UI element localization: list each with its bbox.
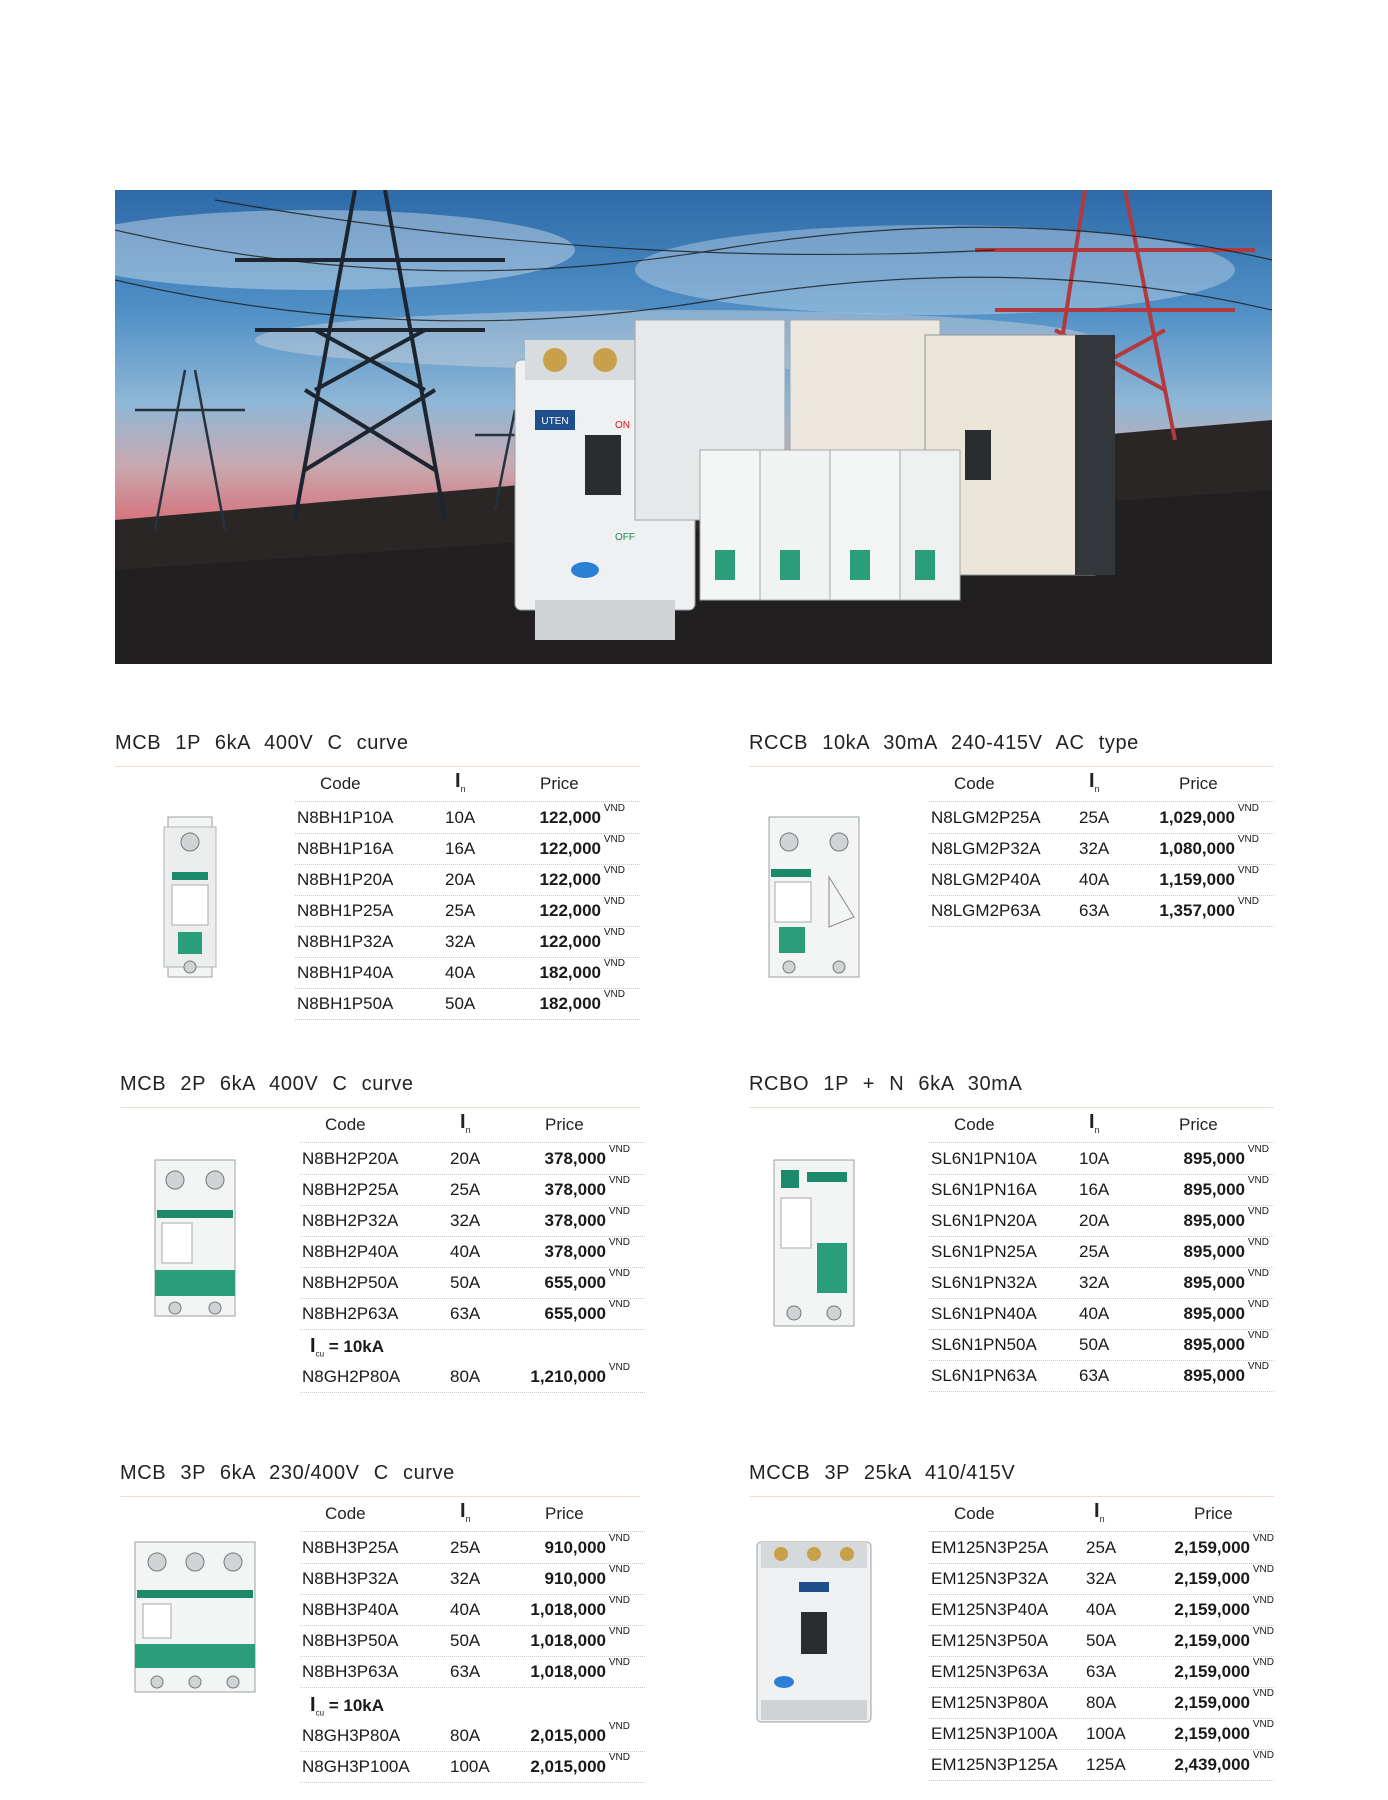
section-title: RCBO 1P + N 6kA 30mA [749, 1073, 1023, 1095]
cell-current: 32A [450, 1211, 481, 1230]
currency-label: VND [608, 1564, 630, 1575]
cell-price: 378,000 VND [544, 1175, 630, 1199]
table-row [929, 1532, 1274, 1564]
rcbo-product-image [759, 1148, 869, 1338]
table-row [929, 802, 1274, 834]
cell-code: SL6N1PN50A [931, 1335, 1037, 1354]
currency-label: VND [603, 896, 625, 907]
column-price: Price [1194, 1504, 1233, 1523]
column-current: $I_n$ [455, 770, 466, 794]
table-row [929, 1718, 1274, 1750]
cell-code: N8LGM2P32A [931, 839, 1041, 858]
currency-label: VND [603, 927, 625, 938]
cell-code: SL6N1PN16A [931, 1180, 1037, 1199]
currency-label: VND [1247, 1330, 1269, 1341]
column-current: $I_n$ [460, 1111, 471, 1135]
cell-code: EM125N3P50A [931, 1631, 1049, 1650]
currency-label: VND [1237, 896, 1259, 907]
table-header [929, 1500, 1274, 1532]
cell-current: 16A [445, 839, 476, 858]
table-row [300, 1236, 645, 1268]
cell-code: N8BH1P40A [297, 963, 394, 982]
cell-current: 40A [1086, 1600, 1117, 1619]
table-row [929, 1267, 1274, 1299]
column-current: $I_n$ [1094, 1500, 1105, 1524]
section-mcb-2p [120, 1073, 650, 1433]
table-row [295, 895, 640, 927]
cell-code: N8BH2P32A [302, 1211, 399, 1230]
icu-label: $I_{cu} = 10kA$ [310, 1335, 385, 1359]
table-row [300, 1361, 645, 1393]
cell-current: 50A [1079, 1335, 1110, 1354]
cell-code: SL6N1PN63A [931, 1366, 1037, 1385]
cell-code: N8BH2P25A [302, 1180, 399, 1199]
table-row [929, 1625, 1274, 1657]
currency-label: VND [1247, 1268, 1269, 1279]
column-code: Code [320, 774, 361, 793]
cell-current: 20A [1079, 1211, 1110, 1230]
column-current: $I_n$ [460, 1500, 471, 1524]
table-row [929, 1329, 1274, 1361]
cell-current: 63A [450, 1304, 481, 1323]
column-price: Price [1179, 774, 1218, 793]
cell-code: N8BH3P50A [302, 1631, 399, 1650]
price-table [300, 1111, 645, 1431]
cell-current: 32A [1079, 839, 1110, 858]
section-rccb [749, 732, 1279, 992]
table-row [929, 1687, 1274, 1719]
currency-label: VND [608, 1362, 630, 1373]
table-header [929, 1111, 1274, 1143]
title-divider [749, 766, 1274, 767]
cell-price: 2,159,000 VND [1174, 1688, 1274, 1712]
cell-price: 655,000 VND [544, 1268, 630, 1292]
title-divider [120, 1107, 640, 1108]
cell-price: 895,000 VND [1183, 1237, 1269, 1261]
cell-current: 32A [1086, 1569, 1117, 1588]
cell-code: EM125N3P80A [931, 1693, 1049, 1712]
title-divider [120, 1496, 640, 1497]
cell-price: 182,000 VND [539, 989, 625, 1013]
cell-code: N8LGM2P25A [931, 808, 1041, 827]
section-title: MCB 3P 6kA 230/400V C curve [120, 1462, 455, 1484]
currency-label: VND [1252, 1626, 1274, 1637]
currency-label: VND [608, 1299, 630, 1310]
currency-label: VND [603, 865, 625, 876]
section-rcbo [749, 1073, 1279, 1403]
cell-current: 20A [445, 870, 476, 889]
cell-price: 895,000 VND [1183, 1268, 1269, 1292]
cell-price: 2,159,000 VND [1174, 1533, 1274, 1557]
cell-code: EM125N3P40A [931, 1600, 1049, 1619]
table-row [929, 1143, 1274, 1175]
cell-price: 2,015,000 VND [530, 1752, 630, 1776]
section-mcb-1p [115, 732, 645, 1032]
table-row [300, 1563, 645, 1595]
cell-price: 122,000 VND [539, 803, 625, 827]
currency-label: VND [608, 1752, 630, 1763]
cell-price: 1,018,000 VND [530, 1626, 630, 1650]
currency-label: VND [1252, 1688, 1274, 1699]
table-row [300, 1205, 645, 1237]
cell-current: 20A [450, 1149, 481, 1168]
cell-price: 1,080,000 VND [1159, 834, 1259, 858]
cell-current: 100A [450, 1757, 490, 1776]
cell-price: 2,159,000 VND [1174, 1626, 1274, 1650]
currency-label: VND [608, 1657, 630, 1668]
table-header [295, 770, 640, 802]
cell-current: 25A [450, 1538, 481, 1557]
cell-code: N8LGM2P40A [931, 870, 1041, 889]
title-divider [115, 766, 640, 767]
table-row [929, 1563, 1274, 1595]
table-row [929, 1360, 1274, 1392]
cell-code: SL6N1PN25A [931, 1242, 1037, 1261]
cell-price: 910,000 VND [544, 1564, 630, 1588]
currency-label: VND [1247, 1299, 1269, 1310]
cell-price: 895,000 VND [1183, 1299, 1269, 1323]
cell-price: 122,000 VND [539, 834, 625, 858]
cell-code: SL6N1PN40A [931, 1304, 1037, 1323]
column-code: Code [954, 1115, 995, 1134]
power-lines-illustration [115, 190, 1272, 664]
cell-price: 2,439,000 VND [1174, 1750, 1274, 1774]
table-row [300, 1751, 645, 1783]
currency-label: VND [608, 1533, 630, 1544]
table-row [295, 833, 640, 865]
cell-code: N8BH2P20A [302, 1149, 399, 1168]
price-table [929, 1111, 1274, 1401]
cell-current: 40A [445, 963, 476, 982]
table-row [300, 1720, 645, 1752]
cell-code: N8BH2P50A [302, 1273, 399, 1292]
cell-current: 25A [445, 901, 476, 920]
cell-code: EM125N3P25A [931, 1538, 1049, 1557]
currency-label: VND [608, 1237, 630, 1248]
price-table [929, 770, 1274, 930]
cell-current: 125A [1086, 1755, 1126, 1774]
cell-current: 80A [1086, 1693, 1117, 1712]
column-price: Price [1179, 1115, 1218, 1134]
cell-current: 25A [1079, 808, 1110, 827]
cell-current: 10A [1079, 1149, 1110, 1168]
cell-price: 122,000 VND [539, 927, 625, 951]
currency-label: VND [1247, 1206, 1269, 1217]
cell-price: 378,000 VND [544, 1144, 630, 1168]
cell-current: 50A [450, 1273, 481, 1292]
cell-price: 378,000 VND [544, 1237, 630, 1261]
currency-label: VND [1252, 1750, 1274, 1761]
cell-price: 378,000 VND [544, 1206, 630, 1230]
column-price: Price [540, 774, 579, 793]
currency-label: VND [1237, 803, 1259, 814]
currency-label: VND [1237, 865, 1259, 876]
svg-text:OFF: OFF [615, 532, 635, 543]
table-row [929, 1205, 1274, 1237]
cell-price: 895,000 VND [1183, 1175, 1269, 1199]
cell-price: 2,015,000 VND [530, 1721, 630, 1745]
title-divider [749, 1496, 1274, 1497]
column-price: Price [545, 1115, 584, 1134]
cell-current: 40A [450, 1600, 481, 1619]
table-row [300, 1174, 645, 1206]
table-row [929, 1236, 1274, 1268]
table-row [300, 1143, 645, 1175]
table-row [929, 1749, 1274, 1781]
currency-label: VND [1247, 1237, 1269, 1248]
cell-price: 1,159,000 VND [1159, 865, 1259, 889]
column-price: Price [545, 1504, 584, 1523]
cell-code: N8GH3P80A [302, 1726, 401, 1745]
currency-label: VND [1252, 1595, 1274, 1606]
icu-label: $I_{cu} = 10kA$ [310, 1694, 385, 1718]
cell-price: 2,159,000 VND [1174, 1719, 1274, 1743]
table-row [295, 988, 640, 1020]
currency-label: VND [1252, 1564, 1274, 1575]
cell-code: N8BH3P32A [302, 1569, 399, 1588]
table-row [295, 864, 640, 896]
cell-price: 2,159,000 VND [1174, 1595, 1274, 1619]
currency-label: VND [608, 1206, 630, 1217]
cell-current: 32A [445, 932, 476, 951]
currency-label: VND [603, 803, 625, 814]
table-row [300, 1532, 645, 1564]
cell-code: N8GH2P80A [302, 1367, 401, 1386]
price-table [295, 770, 640, 1032]
table-row [295, 802, 640, 834]
table-row [929, 1656, 1274, 1688]
cell-code: EM125N3P63A [931, 1662, 1049, 1681]
cell-code: N8BH1P25A [297, 901, 394, 920]
cell-price: 1,029,000 VND [1159, 803, 1259, 827]
table-row [295, 926, 640, 958]
currency-label: VND [1247, 1144, 1269, 1155]
cell-code: N8LGM2P63A [931, 901, 1041, 920]
cell-code: N8BH3P40A [302, 1600, 399, 1619]
cell-price: 182,000 VND [539, 958, 625, 982]
cell-price: 1,018,000 VND [530, 1657, 630, 1681]
cell-code: N8BH1P50A [297, 994, 394, 1013]
table-row [929, 895, 1274, 927]
currency-label: VND [1247, 1175, 1269, 1186]
mcb-devices-row [700, 450, 960, 600]
price-table [300, 1500, 645, 1790]
cell-price: 1,018,000 VND [530, 1595, 630, 1619]
cell-code: N8BH1P20A [297, 870, 394, 889]
cell-price: 895,000 VND [1183, 1330, 1269, 1354]
cell-code: EM125N3P125A [931, 1755, 1058, 1774]
cell-current: 40A [1079, 1304, 1110, 1323]
currency-label: VND [608, 1268, 630, 1279]
table-row [929, 833, 1274, 865]
table-row [300, 1656, 645, 1688]
table-header [300, 1111, 645, 1143]
cell-code: SL6N1PN20A [931, 1211, 1037, 1230]
cell-code: EM125N3P100A [931, 1724, 1058, 1743]
currency-label: VND [603, 958, 625, 969]
cell-code: SL6N1PN10A [931, 1149, 1037, 1168]
cell-price: 655,000 VND [544, 1299, 630, 1323]
table-row [300, 1298, 645, 1330]
section-title: MCCB 3P 25kA 410/415V [749, 1462, 1016, 1484]
svg-text:UTEN: UTEN [541, 416, 569, 427]
cell-price: 895,000 VND [1183, 1361, 1269, 1385]
cell-price: 122,000 VND [539, 865, 625, 889]
column-code: Code [954, 774, 995, 793]
cell-current: 25A [1079, 1242, 1110, 1261]
cell-current: 40A [450, 1242, 481, 1261]
cell-price: 1,210,000 VND [530, 1362, 630, 1386]
cell-price: 1,357,000 VND [1159, 896, 1259, 920]
currency-label: VND [608, 1144, 630, 1155]
cell-current: 16A [1079, 1180, 1110, 1199]
mcb-2p-product-image [140, 1148, 250, 1328]
cell-current: 63A [1086, 1662, 1117, 1681]
currency-label: VND [1237, 834, 1259, 845]
currency-label: VND [608, 1721, 630, 1732]
cell-current: 50A [1086, 1631, 1117, 1650]
table-row [300, 1594, 645, 1626]
cell-current: 63A [1079, 901, 1110, 920]
column-code: Code [325, 1504, 366, 1523]
cell-current: 25A [1086, 1538, 1117, 1557]
svg-text:ON: ON [615, 420, 630, 431]
cell-price: 2,159,000 VND [1174, 1657, 1274, 1681]
table-row [295, 957, 640, 989]
currency-label: VND [608, 1175, 630, 1186]
currency-label: VND [608, 1626, 630, 1637]
table-header [300, 1500, 645, 1532]
section-title: RCCB 10kA 30mA 240-415V AC type [749, 732, 1139, 754]
cell-current: 80A [450, 1367, 481, 1386]
cell-code: N8BH1P10A [297, 808, 394, 827]
section-mccb [749, 1462, 1279, 1792]
table-row [929, 1594, 1274, 1626]
cell-code: N8BH1P16A [297, 839, 394, 858]
mcb-1p-product-image [150, 807, 230, 987]
cell-code: N8GH3P100A [302, 1757, 410, 1776]
table-row [300, 1267, 645, 1299]
cell-current: 32A [450, 1569, 481, 1588]
cell-price: 910,000 VND [544, 1533, 630, 1557]
column-current: $I_n$ [1089, 1111, 1100, 1135]
cell-price: 122,000 VND [539, 896, 625, 920]
section-mcb-3p [120, 1462, 650, 1792]
cell-code: SL6N1PN32A [931, 1273, 1037, 1292]
mcb-3p-product-image [125, 1532, 265, 1702]
cell-current: 40A [1079, 870, 1110, 889]
currency-label: VND [1252, 1533, 1274, 1544]
cell-code: EM125N3P32A [931, 1569, 1049, 1588]
hero-banner [115, 190, 1272, 664]
cell-code: N8BH1P32A [297, 932, 394, 951]
cell-current: 100A [1086, 1724, 1126, 1743]
currency-label: VND [1252, 1719, 1274, 1730]
section-title: MCB 1P 6kA 400V C curve [115, 732, 409, 754]
price-table [929, 1500, 1274, 1790]
cell-code: N8BH3P25A [302, 1538, 399, 1557]
currency-label: VND [603, 834, 625, 845]
mccb-product-image [749, 1532, 879, 1732]
cell-price: 895,000 VND [1183, 1144, 1269, 1168]
column-code: Code [325, 1115, 366, 1134]
cell-code: N8BH2P63A [302, 1304, 399, 1323]
table-row [929, 1174, 1274, 1206]
cell-price: 2,159,000 VND [1174, 1564, 1274, 1588]
cell-current: 10A [445, 808, 476, 827]
currency-label: VND [603, 989, 625, 1000]
cell-current: 50A [450, 1631, 481, 1650]
currency-label: VND [608, 1595, 630, 1606]
section-title: MCB 2P 6kA 400V C curve [120, 1073, 414, 1095]
table-row [929, 864, 1274, 896]
cell-price: 895,000 VND [1183, 1206, 1269, 1230]
currency-label: VND [1252, 1657, 1274, 1668]
currency-label: VND [1247, 1361, 1269, 1372]
table-header [929, 770, 1274, 802]
cell-current: 32A [1079, 1273, 1110, 1292]
rccb-product-image [759, 807, 869, 987]
cell-code: N8BH3P63A [302, 1662, 399, 1681]
cell-current: 80A [450, 1726, 481, 1745]
column-current: $I_n$ [1089, 770, 1100, 794]
table-row [300, 1625, 645, 1657]
column-code: Code [954, 1504, 995, 1523]
cell-current: 63A [1079, 1366, 1110, 1385]
cell-current: 50A [445, 994, 476, 1013]
table-row [929, 1298, 1274, 1330]
title-divider [749, 1107, 1274, 1108]
cell-current: 25A [450, 1180, 481, 1199]
cell-current: 63A [450, 1662, 481, 1681]
cell-code: N8BH2P40A [302, 1242, 399, 1261]
